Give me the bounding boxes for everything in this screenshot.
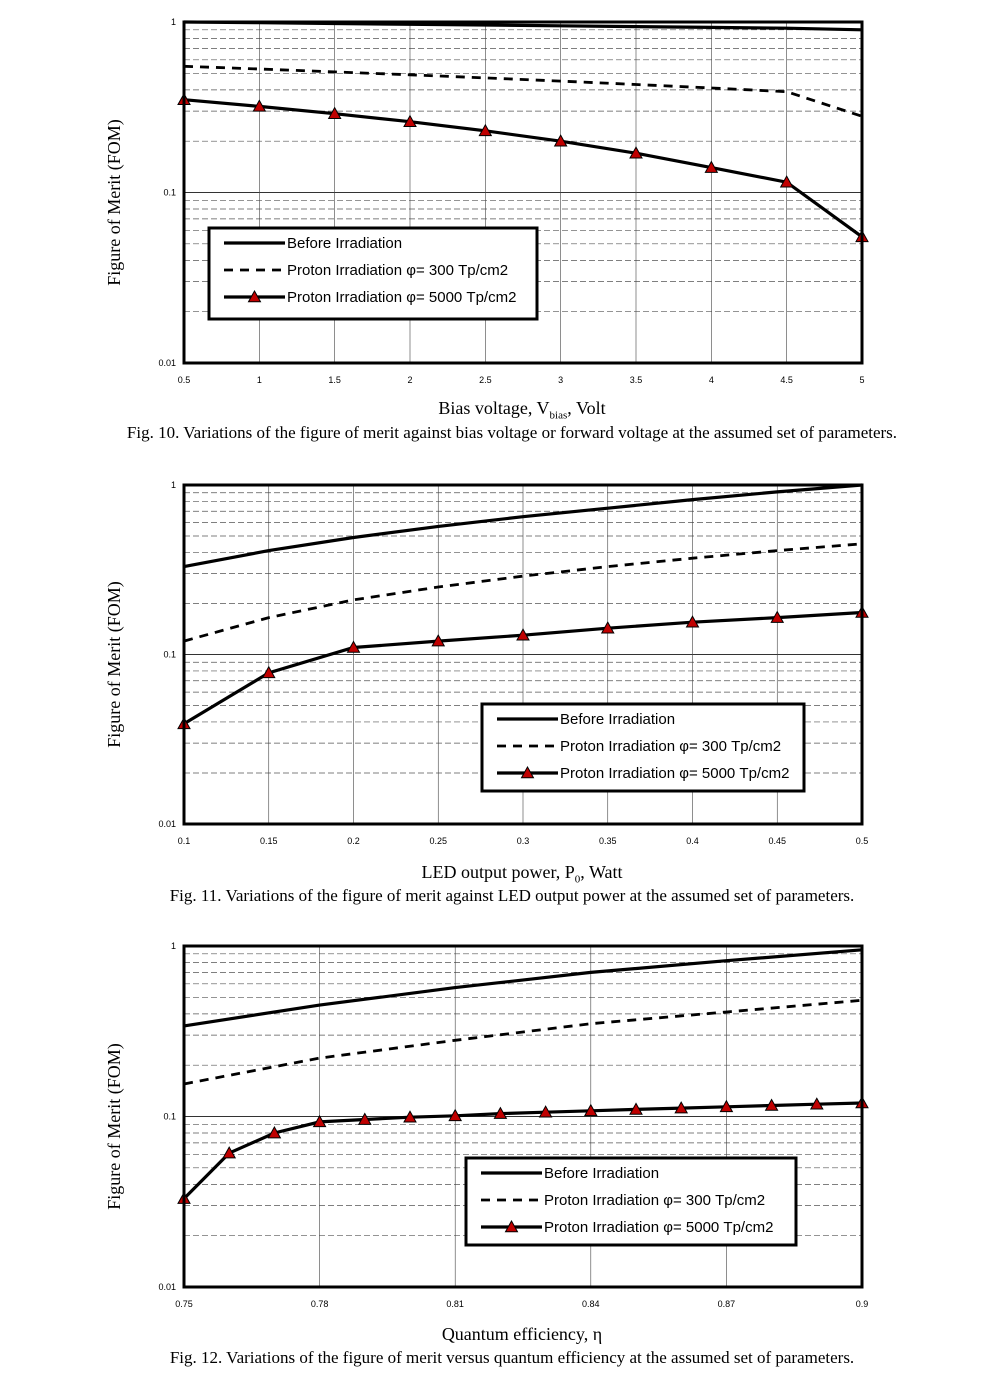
- y-tick-label: 1: [170, 941, 176, 951]
- x-tick-label: 0.9: [855, 1299, 869, 1309]
- x-tick-label: 0.2: [347, 836, 360, 846]
- legend-entry: Before Irradiation: [544, 1165, 660, 1182]
- x-tick-label: 0.4: [686, 836, 699, 846]
- x-tick-label: 0.35: [598, 836, 617, 846]
- legend-entry: Before Irradiation: [560, 711, 676, 728]
- x-tick-label: 2.5: [479, 375, 492, 385]
- x-tick-label: 4.5: [780, 375, 793, 385]
- x-tick-label: 5: [859, 375, 865, 385]
- y-tick-label: 0.1: [163, 1111, 176, 1122]
- chart-11: [0, 460, 994, 860]
- x-axis-label: Bias voltage, $V_{bias}$, Volt: [438, 398, 606, 422]
- figure-caption: Fig. 12. Variations of the figure of merit versus quantum efficiency at the assumed set of parameters.: [169, 1348, 855, 1367]
- y-axis-label: Figure of Merit (FOM): [104, 1043, 124, 1210]
- x-tick-label: 0.45: [768, 836, 787, 846]
- legend-entry: Before Irradiation: [287, 235, 403, 252]
- series-line-triangle: [184, 100, 862, 237]
- y-tick-label: 0.01: [158, 1282, 176, 1292]
- figure-11: [0, 460, 994, 910]
- series-line-solid: [184, 950, 862, 1026]
- x-tick-label: 0.81: [446, 1299, 464, 1309]
- y-tick-label: 0.1: [163, 649, 176, 660]
- y-tick-label: 0.01: [158, 358, 176, 368]
- x-axis-label: Quantum efficiency, η: [441, 1324, 603, 1344]
- legend-entry: Proton Irradiation φ= 5000 Tp/cm2: [287, 289, 517, 306]
- figure-caption: Fig. 10. Variations of the figure of merit against bias voltage or forward voltage at the assumed set of parameters.: [126, 423, 898, 442]
- x-tick-label: 3.5: [629, 375, 643, 385]
- x-tick-label: 0.78: [310, 1299, 329, 1309]
- x-tick-label: 3: [558, 375, 564, 385]
- x-tick-label: 2: [407, 375, 413, 385]
- x-tick-label: 0.84: [582, 1299, 600, 1309]
- y-axis-label: Figure of Merit (FOM): [104, 119, 124, 286]
- y-tick-label: 1: [170, 17, 176, 27]
- x-axis-label: LED output power, $P_0$, Watt: [421, 862, 623, 886]
- y-tick-label: 0.1: [163, 187, 176, 198]
- figure-10: [0, 0, 994, 450]
- x-tick-label: 1: [256, 375, 262, 385]
- x-tick-label: 0.75: [175, 1299, 193, 1309]
- series-line-dashed: [184, 1000, 862, 1084]
- x-tick-label: 4: [708, 375, 714, 385]
- y-tick-label: 0.01: [158, 819, 176, 829]
- legend-entry: Proton Irradiation φ= 300 Tp/cm2: [560, 738, 782, 755]
- y-tick-label: 1: [170, 480, 176, 490]
- legend-entry: Proton Irradiation φ= 300 Tp/cm2: [287, 262, 509, 279]
- x-tick-label: 0.25: [429, 836, 448, 846]
- figure-caption: Fig. 11. Variations of the figure of merit against LED output power at the assumed set of parameters.: [169, 886, 855, 905]
- legend-entry: Proton Irradiation φ= 5000 Tp/cm2: [544, 1219, 774, 1236]
- chart-10: [0, 0, 994, 400]
- legend-entry: Proton Irradiation φ= 5000 Tp/cm2: [560, 765, 790, 782]
- x-tick-label: 1.5: [328, 375, 341, 385]
- x-tick-label: 0.3: [516, 836, 530, 846]
- x-tick-label: 0.1: [177, 836, 191, 846]
- x-tick-label: 0.5: [177, 375, 191, 385]
- y-axis-label: Figure of Merit (FOM): [104, 581, 124, 748]
- x-tick-label: 0.15: [259, 836, 278, 846]
- x-tick-label: 0.87: [717, 1299, 736, 1309]
- legend-entry: Proton Irradiation φ= 300 Tp/cm2: [544, 1192, 766, 1209]
- chart-12: [0, 920, 994, 1320]
- figure-12: [0, 920, 994, 1379]
- x-tick-label: 0.5: [855, 836, 869, 846]
